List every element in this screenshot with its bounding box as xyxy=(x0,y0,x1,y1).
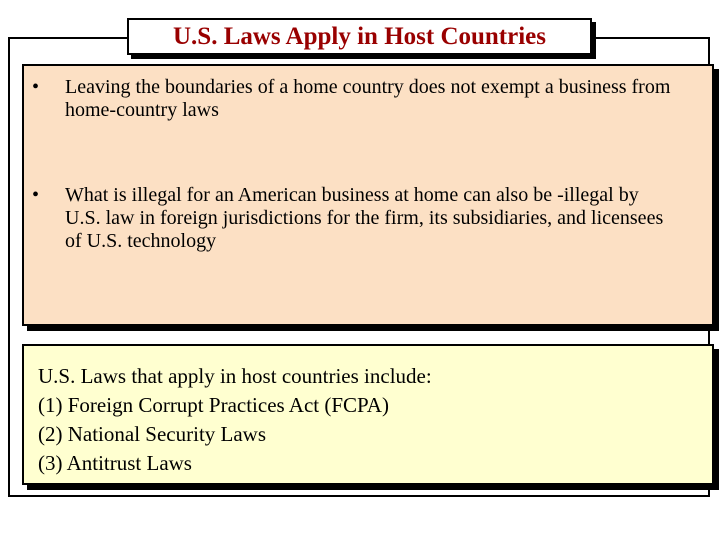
laws-heading: U.S. Laws that apply in host countries include: xyxy=(38,364,432,388)
bullet-item xyxy=(32,76,677,122)
laws-list xyxy=(38,362,432,478)
bullet-text: Leaving the boundaries of a home country does not exempt a business from home-country laws xyxy=(65,76,671,121)
title-box xyxy=(127,18,592,55)
bullet-marker: • xyxy=(32,76,40,98)
laws-box xyxy=(22,344,714,485)
law-item: (2) National Security Laws xyxy=(38,422,267,446)
law-item: (1) Foreign Corrupt Practices Act (FCPA) xyxy=(38,393,389,417)
law-item: (3) Antitrust Laws xyxy=(38,451,192,475)
bullet-item xyxy=(32,184,677,253)
bullet-marker: • xyxy=(32,184,40,206)
slide-title: U.S. Laws Apply in Host Countries xyxy=(173,22,546,50)
bullet-text: What is illegal for an American business at home can also be -illegal by U.S. law in foreign jurisdictions for the firm, its subsidiaries, and licensees of U.S. technology xyxy=(65,184,664,252)
bullet-box xyxy=(22,64,714,326)
